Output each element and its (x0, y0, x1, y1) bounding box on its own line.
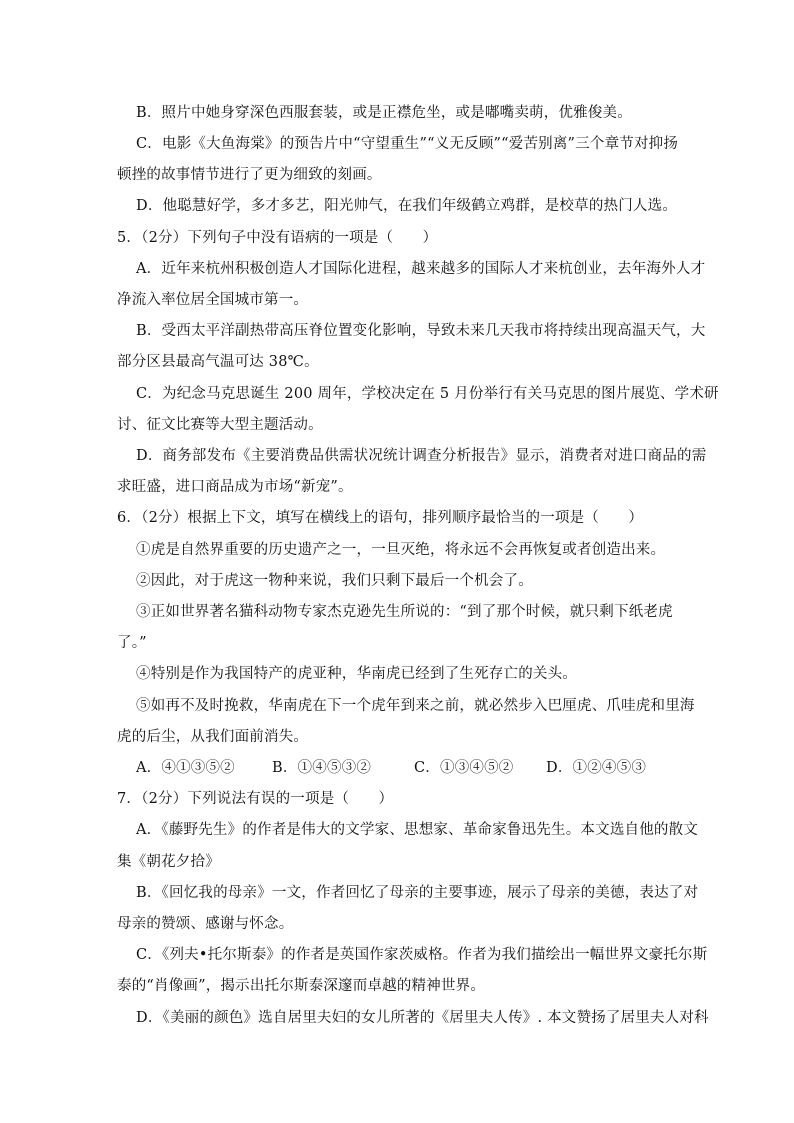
q7-option-c-line2: 泰的“肖像画”，揭示出托尔斯泰深邃而卓越的精神世界。 (117, 978, 486, 994)
q6-sentence-3-line2: 了。” (117, 635, 147, 651)
q5-option-d-line2: 求旺盛，进口商品成为市场“新宠”。 (117, 479, 353, 495)
q5-option-c-line1: C．为纪念马克思诞生 200 周年，学校决定在 5 月份举行有关马克思的图片展览、学术研 (136, 386, 719, 402)
q6-sentence-5-line2: 虎的后尘，从我们面前消失。 (117, 729, 309, 745)
q6-sentence-1: ①虎是自然界重要的历史遗产之一，一旦灭绝，将永远不会再恢复或者创造出来。 (136, 542, 666, 558)
q7-option-b-line1: B．《回忆我的母亲》一文，作者回忆了母亲的主要事迹，展示了母亲的美德，表达了对 (136, 885, 699, 901)
q5-option-d-line1: D．商务部发布《主要消费品供需状况统计调查分析报告》显示，消费者对进口商品的需 (136, 448, 707, 464)
q7-option-a-line2: 集《朝花夕拾》 (117, 854, 220, 870)
q6-stem: 6．（2分）根据上下文，填写在横线上的语句，排列顺序最恰当的一项是（ ） (117, 510, 644, 526)
q5-stem: 5．（2分）下列句子中没有语病的一项是（ ） (117, 230, 438, 246)
q4-option-d: D．他聪慧好学，多才多艺，阳光帅气，在我们年级鹤立鸡群，是校草的热门人选。 (136, 198, 678, 214)
q5-option-b-line2: 部分区县最高气温可达 38℃。 (117, 354, 319, 370)
q7-stem: 7．（2分）下列说法有误的一项是（ ） (117, 791, 394, 807)
q6-option-a: A．④①③⑤② (136, 760, 235, 776)
q6-option-b: B．①④⑤③② (272, 760, 372, 776)
q6-sentence-4: ④特别是作为我国特产的虎亚种，华南虎已经到了生死存亡的关头。 (136, 666, 577, 682)
q7-option-d-line1: D．《美丽的颜色》选自居里夫妇的女儿所著的《居里夫人传》. 本文赞扬了居里夫人对科 (136, 1010, 709, 1026)
q7-option-c-line1: C．《列夫•托尔斯泰》的作者是英国作家茨威格。作者为我们描绘出一幅世界文豪托尔斯 (136, 947, 708, 963)
q6-sentence-2: ②因此，对于虎这一物种来说，我们只剩下最后一个机会了。 (136, 573, 533, 589)
q6-sentence-3-line1: ③正如世界著名猫科动物专家杰克逊先生所说的：“到了那个时候，就只剩下纸老虎 (136, 604, 673, 620)
q5-option-a-line1: A．近年来杭州积极创造人才国际化进程，越来越多的国际人才来杭创业，去年海外人才 (136, 261, 706, 277)
q6-option-c: C．①③④⑤② (414, 760, 514, 776)
q5-option-b-line1: B．受西太平洋副热带高压脊位置变化影响，导致未来几天我市将持续出现高温天气，大 (136, 323, 706, 339)
q4-option-c-line1: C．电影《大鱼海棠》的预告片中“守望重生”“义无反顾”“爱苦别离”三个章节对抑扬 (136, 136, 679, 152)
q5-option-a-line2: 净流入率位居全国城市第一。 (117, 292, 309, 308)
q6-sentence-5-line1: ⑤如再不及时挽救，华南虎在下一个虎年到来之前，就必然步入巴厘虎、爪哇虎和里海 (136, 698, 695, 714)
q6-option-d: D．①②④⑤③ (546, 760, 647, 776)
q5-option-c-line2: 讨、征文比赛等大型主题活动。 (117, 417, 323, 433)
q7-option-b-line2: 母亲的赞颂、感谢与怀念。 (117, 916, 294, 932)
q4-option-b: B．照片中她身穿深色西服套装，或是正襟危坐，或是嘟嘴卖萌，优雅俊美。 (136, 105, 632, 121)
q7-option-a-line1: A．《藤野先生》的作者是伟大的文学家、思想家、革命家鲁迅先生。本文选自他的散文 (136, 822, 699, 838)
q4-option-c-line2: 顿挫的故事情节进行了更为细致的刻画。 (117, 167, 382, 183)
